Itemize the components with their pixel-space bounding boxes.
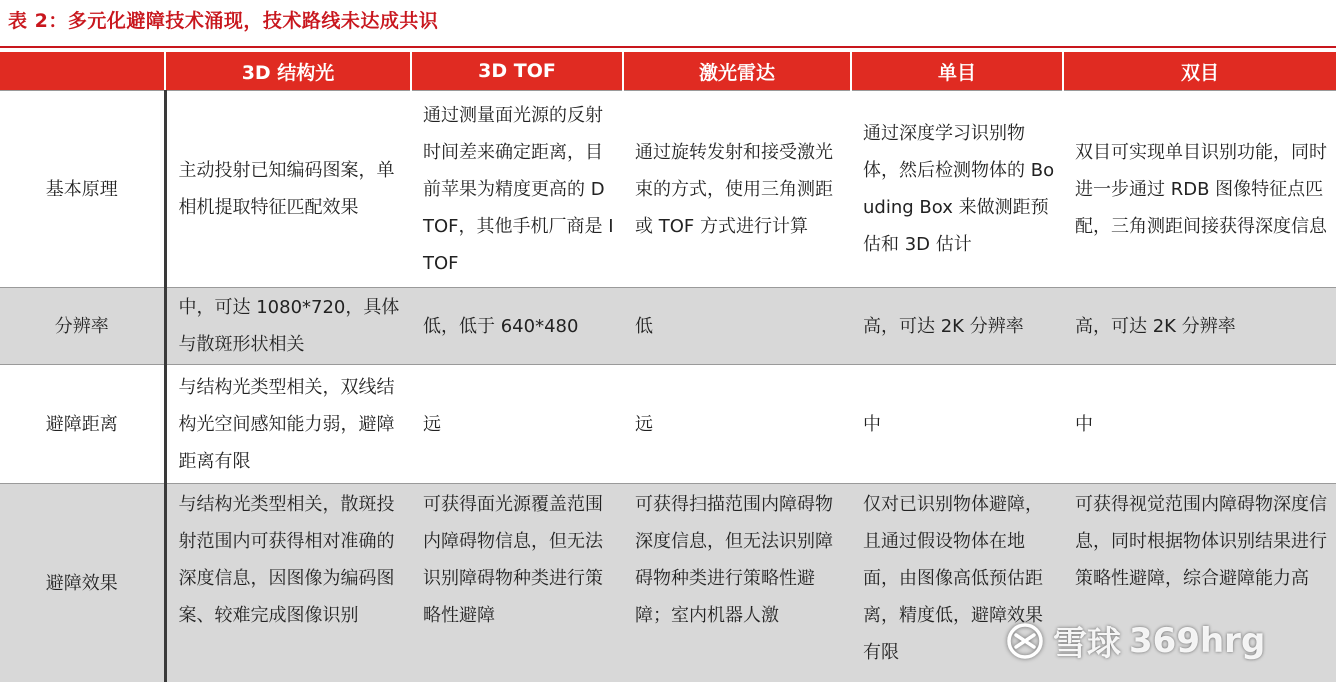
table-cell: 中，可达 1080*720，具体与散斑形状相关 xyxy=(165,288,411,365)
watermark xyxy=(1005,616,1265,665)
table-cell: 远 xyxy=(623,365,851,484)
table-row xyxy=(0,288,1336,365)
header-binocular: 双目 xyxy=(1063,52,1336,91)
row-label: 避障距离 xyxy=(0,365,165,484)
row-label: 避障效果 xyxy=(0,484,165,682)
snowball-logo-icon xyxy=(1005,621,1045,661)
comparison-table xyxy=(0,52,1336,682)
table-row xyxy=(0,91,1336,288)
table-cell: 双目可实现单目识别功能，同时进一步通过 RDB 图像特征点匹配，三角测距间接获得深度信息 xyxy=(1063,91,1336,288)
header-structured-light: 3D 结构光 xyxy=(165,52,411,91)
table-cell: 通过深度学习识别物体，然后检测物体的 Bouding Box 来做测距预估和 3D 估计 xyxy=(851,91,1063,288)
header-tof: 3D TOF xyxy=(411,52,623,91)
header-row xyxy=(0,52,1336,91)
table-cell: 可获得视觉范围内障碍物深度信息，同时根据物体识别结果进行策略性避障，综合避障能力高 xyxy=(1063,484,1336,682)
table-cell: 可获得扫描范围内障碍物深度信息，但无法识别障碍物种类进行策略性避障；室内机器人激 xyxy=(623,484,851,682)
table-cell: 中 xyxy=(851,365,1063,484)
table-cell: 高，可达 2K 分辨率 xyxy=(851,288,1063,365)
table-cell: 远 xyxy=(411,365,623,484)
watermark-user: 369hrg xyxy=(1129,621,1265,661)
table-cell: 主动投射已知编码图案，单相机提取特征匹配效果 xyxy=(165,91,411,288)
table-cell: 与结构光类型相关，散斑投射范围内可获得相对准确的深度信息，因图像为编码图案、较难完成图像识别 xyxy=(165,484,411,682)
watermark-brand: 雪球 xyxy=(1053,616,1121,665)
table-row xyxy=(0,365,1336,484)
table-cell: 中 xyxy=(1063,365,1336,484)
table-cell: 高，可达 2K 分辨率 xyxy=(1063,288,1336,365)
table-cell: 仅对已识别物体避障，且通过假设物体在地面，由图像高低预估距离，精度低，避障效果有限 xyxy=(851,484,1063,682)
table-title: 表 2：多元化避障技术涌现，技术路线未达成共识 xyxy=(8,6,438,33)
table-cell: 通过测量面光源的反射时间差来确定距离，目前苹果为精度更高的 DTOF，其他手机厂商是 ITOF xyxy=(411,91,623,288)
table-cell: 可获得面光源覆盖范围内障碍物信息，但无法识别障碍物种类进行策略性避障 xyxy=(411,484,623,682)
table-cell: 低 xyxy=(623,288,851,365)
header-corner xyxy=(0,52,165,91)
header-lidar: 激光雷达 xyxy=(623,52,851,91)
table-cell: 通过旋转发射和接受激光束的方式，使用三角测距或 TOF 方式进行计算 xyxy=(623,91,851,288)
title-divider xyxy=(0,46,1336,48)
header-monocular: 单目 xyxy=(851,52,1063,91)
row-label: 分辨率 xyxy=(0,288,165,365)
table-cell: 与结构光类型相关，双线结构光空间感知能力弱，避障距离有限 xyxy=(165,365,411,484)
row-label: 基本原理 xyxy=(0,91,165,288)
table-cell: 低，低于 640*480 xyxy=(411,288,623,365)
